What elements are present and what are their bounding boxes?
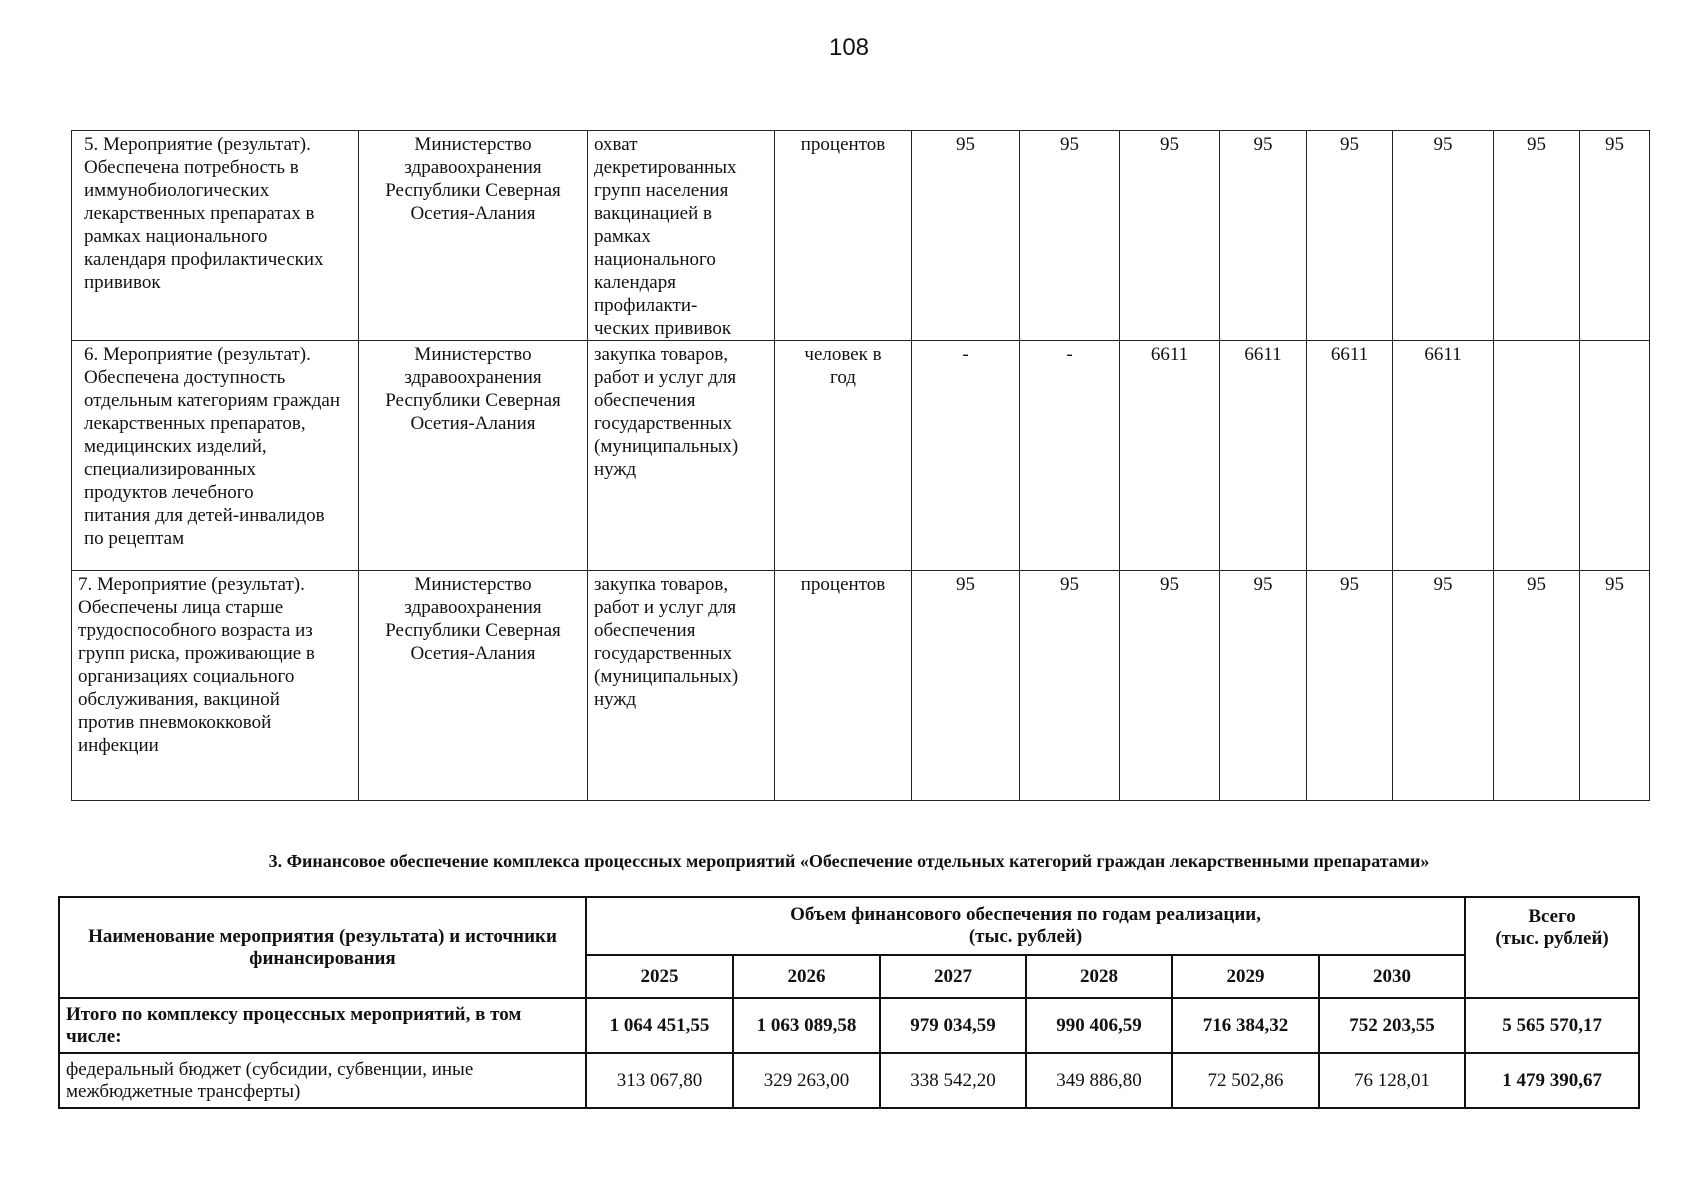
year-cell: 2025 [586,955,733,998]
cell-line: Министерство [414,344,532,365]
cell-line: против пневмококковой [78,712,272,733]
value-cell: 95 [912,131,1020,341]
unit-cell [775,571,912,801]
responsible-cell [359,341,588,571]
value-cell: 95 [1494,571,1580,801]
value-cell: 6611 [1120,341,1220,571]
cell-line: трудоспособного возраста из [78,620,313,641]
cell-line: Республики Северная [385,390,561,411]
cell-line: календаря профилактических [84,249,324,270]
activity-row [72,571,1650,801]
cell-line: год [830,367,856,388]
unit-cell [775,131,912,341]
cell-line: Обеспечены лица старше [78,597,284,618]
value-cell [1580,341,1650,571]
header-name-cell [59,897,586,998]
cell-line: здравоохранения [404,597,542,618]
cell-line: охват [594,134,638,155]
finance-value-cell: 72 502,86 [1172,1053,1319,1108]
cell-line: профилакти- [594,295,698,316]
header-volume-cell [586,897,1465,955]
cell-line: Осетия-Алания [410,203,536,224]
cell-line: групп риска, проживающие в [78,643,315,664]
value-cell: - [1020,341,1120,571]
header-name-line: Наименование мероприятия (результата) и источники [88,925,557,947]
cell-line: здравоохранения [404,157,542,178]
value-cell: 95 [1580,571,1650,801]
cell-line: 5. Мероприятие (результат). [84,134,311,155]
value-cell: 95 [1120,571,1220,801]
cell-line: Осетия-Алания [410,413,536,434]
cell-line: продуктов лечебного [84,482,254,503]
cell-line: числе: [66,1025,122,1047]
unit-cell [775,341,912,571]
value-cell: 95 [912,571,1020,801]
value-cell: 95 [1580,131,1650,341]
value-cell: 95 [1393,131,1494,341]
header-name-line: финансирования [249,947,396,969]
value-cell: 95 [1307,571,1393,801]
cell-line: питания для детей-инвалидов [84,505,325,526]
indicator-cell [588,571,775,801]
cell-line: отдельным категориям граждан [84,390,340,411]
finance-row [59,1053,1639,1108]
cell-line: ческих прививок [594,318,732,339]
cell-line: Обеспечена потребность в [84,157,299,178]
value-cell: 95 [1020,571,1120,801]
cell-line: Республики Северная [385,180,561,201]
cell-line: Республики Северная [385,620,561,641]
cell-line: человек в [804,344,882,365]
cell-line: государственных [594,643,733,664]
finance-value-cell: 979 034,59 [880,998,1026,1053]
finance-value-cell: 990 406,59 [1026,998,1172,1053]
cell-line: обслуживания, вакциной [78,689,280,710]
cell-line: работ и услуг для [594,597,737,618]
cell-line: лекарственных препаратов, [84,413,306,434]
section-title: 3. Финансовое обеспечение комплекса процессных мероприятий «Обеспечение отдельных категорий граждан лекарственными препаратами» [268,851,1430,871]
cell-line: нужд [594,459,637,480]
responsible-cell [359,571,588,801]
responsible-cell [359,131,588,341]
finance-value-cell: 716 384,32 [1172,998,1319,1053]
cell-line: лекарственных препаратах в [84,203,315,224]
header-total-line: Всего [1528,906,1576,927]
cell-line: прививок [84,272,161,293]
cell-line: медицинских изделий, [84,436,267,457]
value-cell: 95 [1494,131,1580,341]
finance-value-cell: 349 886,80 [1026,1053,1172,1108]
activity-name-cell [72,131,359,341]
cell-line: по рецептам [84,528,185,549]
finance-table [58,896,1640,1109]
cell-line: групп населения [594,180,729,201]
cell-line: специализированных [84,459,257,480]
cell-line: закупка товаров, [594,574,729,595]
value-cell: 95 [1393,571,1494,801]
cell-line: рамках [594,226,651,247]
activity-name-cell [72,341,359,571]
page-number: 108 [828,34,870,61]
cell-line: организациях социального [78,666,295,687]
cell-line: государственных [594,413,733,434]
cell-line: нужд [594,689,637,710]
value-cell: 95 [1220,131,1307,341]
cell-line: (муниципальных) [594,666,739,687]
indicator-cell [588,131,775,341]
header-total-line: (тыс. рублей) [1495,928,1609,949]
cell-line: федеральный бюджет (субсидии, субвенции, иные [66,1058,474,1080]
cell-line: национального [594,249,716,270]
year-cell: 2026 [733,955,880,998]
cell-line: Обеспечена доступность [84,367,286,388]
finance-value-cell: 752 203,55 [1319,998,1465,1053]
finance-value-cell: 1 063 089,58 [733,998,880,1053]
header-volume-line: Объем финансового обеспечения по годам реализации, [790,904,1261,925]
year-cell: 2029 [1172,955,1319,998]
year-cell: 2027 [880,955,1026,998]
value-cell: 95 [1307,131,1393,341]
cell-line: календаря [594,272,676,293]
finance-value-cell: 1 064 451,55 [586,998,733,1053]
cell-line: вакцинацией в [594,203,712,224]
cell-line: декретированных [594,157,737,178]
cell-line: иммунобиологических [84,180,270,201]
activity-row [72,341,1650,571]
cell-line: Министерство [414,134,532,155]
cell-line: обеспечения [594,390,696,411]
cell-line: здравоохранения [404,367,542,388]
finance-value-cell: 329 263,00 [733,1053,880,1108]
indicator-cell [588,341,775,571]
cell-line: процентов [800,134,886,155]
header-total-cell [1465,897,1639,998]
cell-line: Министерство [414,574,532,595]
activity-name-cell [72,571,359,801]
value-cell: 6611 [1307,341,1393,571]
value-cell: 95 [1020,131,1120,341]
cell-line: (муниципальных) [594,436,739,457]
cell-line: инфекции [78,735,159,756]
finance-value-cell: 76 128,01 [1319,1053,1465,1108]
value-cell [1494,341,1580,571]
finance-value-cell: 338 542,20 [880,1053,1026,1108]
cell-line: обеспечения [594,620,696,641]
cell-line: закупка товаров, [594,344,729,365]
value-cell: 95 [1220,571,1307,801]
cell-line: процентов [800,574,886,595]
activities-table [71,130,1650,801]
year-cell: 2030 [1319,955,1465,998]
header-volume-line: (тыс. рублей) [968,926,1083,947]
cell-line: Итого по комплексу процессных мероприятий, в том [66,1003,522,1025]
finance-name-cell [59,998,586,1053]
cell-line: 6. Мероприятие (результат). [84,344,311,365]
year-cell: 2028 [1026,955,1172,998]
cell-line: 7. Мероприятие (результат). [78,574,305,595]
activity-row [72,131,1650,341]
finance-value-cell: 313 067,80 [586,1053,733,1108]
value-cell: 6611 [1220,341,1307,571]
finance-name-cell [59,1053,586,1108]
cell-line: Осетия-Алания [410,643,536,664]
finance-total-cell: 1 479 390,67 [1465,1053,1639,1108]
cell-line: межбюджетные трансферты) [66,1080,301,1102]
cell-line: работ и услуг для [594,367,737,388]
cell-line: рамках национального [84,226,268,247]
value-cell: - [912,341,1020,571]
finance-row [59,998,1639,1053]
finance-total-cell: 5 565 570,17 [1465,998,1639,1053]
value-cell: 95 [1120,131,1220,341]
value-cell: 6611 [1393,341,1494,571]
